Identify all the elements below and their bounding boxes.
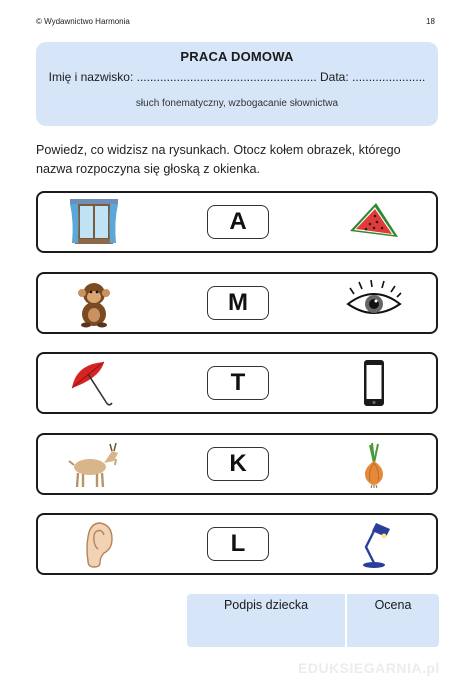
exercise-row-m (36, 272, 438, 334)
letter-box: K (207, 447, 269, 481)
exercise-row-t (36, 352, 438, 414)
homework-subtitle: słuch fonematyczny, wzbogacanie słownictwa (135, 98, 339, 109)
ear-icon[interactable] (66, 519, 122, 569)
task-instruction: Powiedz, co widzisz na rysunkach. Otocz kołem obrazek, którego nazwa rozpoczyna się głoską z okienka. (36, 143, 401, 176)
onion-icon[interactable] (346, 439, 402, 489)
signature-grade-panel (187, 594, 439, 647)
grade-field[interactable]: Ocena (374, 598, 412, 612)
publisher-watermark: EDUKSIEGARNIA.pl (298, 660, 440, 676)
phone-icon[interactable] (346, 358, 402, 408)
homework-title: PRACA DOMOWA (180, 49, 294, 64)
exercise-row-k (36, 433, 438, 495)
letter-box: A (207, 205, 269, 239)
window-icon[interactable] (66, 197, 122, 247)
homework-header (36, 42, 438, 126)
copyright-note: © Wydawnictwo Harmonia (36, 17, 130, 26)
page-number: 18 (426, 17, 435, 26)
name-date-fields[interactable]: Imię i nazwisko: ...................................................... Data: ...................... (48, 70, 426, 84)
child-signature-field[interactable]: Podpis dziecka (223, 598, 309, 612)
letter-box: L (207, 527, 269, 561)
goat-icon[interactable] (66, 439, 122, 489)
exercise-row-l (36, 513, 438, 575)
monkey-icon[interactable] (66, 278, 122, 328)
letter-box: T (207, 366, 269, 400)
eye-icon[interactable] (346, 278, 402, 328)
exercise-row-a (36, 191, 438, 253)
umbrella-icon[interactable] (66, 358, 122, 408)
letter-box: M (207, 286, 269, 320)
watermelon-icon[interactable] (346, 197, 402, 247)
lamp-icon[interactable] (346, 519, 402, 569)
